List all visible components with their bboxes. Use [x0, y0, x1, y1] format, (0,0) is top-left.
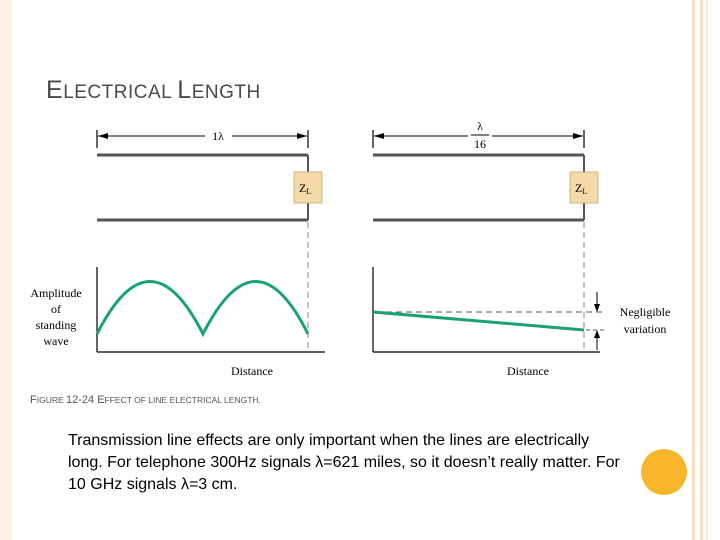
dimension-arrow — [573, 133, 583, 139]
figure-caption: FIGURE 12-24 EFFECT OF LINE ELECTRICAL LENGTH. — [30, 394, 261, 406]
length-label-numerator: λ — [477, 119, 483, 133]
variation-note: variation — [623, 322, 667, 336]
body-text: Transmission line effects are only important when the lines are electrically long. For telephone 300Hz signals λ=621 miles, so it doesn’t really matter. For 10 GHz signals λ=3 cm. — [68, 432, 620, 493]
variation-note: Negligible — [619, 305, 671, 319]
left-panel — [30, 129, 325, 378]
y-axis-label: of — [51, 302, 61, 316]
dimension-arrow — [374, 133, 384, 139]
variation-arrow-head — [594, 304, 600, 312]
y-axis-label: standing — [35, 318, 77, 332]
length-label-denominator: 16 — [474, 137, 486, 151]
standing-wave-curve — [97, 282, 308, 335]
slide-title: ELECTRICAL LENGTH — [46, 76, 261, 104]
x-axis-label: Distance — [507, 364, 549, 378]
right-panel — [373, 119, 670, 378]
length-label: 1λ — [212, 129, 224, 143]
y-axis-label: Amplitude — [30, 286, 82, 300]
y-axis-label: wave — [43, 334, 69, 348]
load-label: ZL — [299, 181, 312, 196]
variation-arrow-head — [594, 330, 600, 338]
right-frame-line — [706, 0, 708, 540]
right-frame-line — [692, 0, 695, 540]
electrical-length-figure — [20, 112, 690, 382]
left-frame-bar — [0, 0, 12, 540]
load-label: ZL — [575, 181, 588, 196]
dimension-arrow — [297, 133, 307, 139]
x-axis-label: Distance — [231, 364, 273, 378]
dimension-arrow — [98, 133, 108, 139]
right-frame-line — [700, 0, 703, 540]
accent-circle — [641, 449, 687, 495]
standing-wave-curve — [373, 312, 584, 330]
